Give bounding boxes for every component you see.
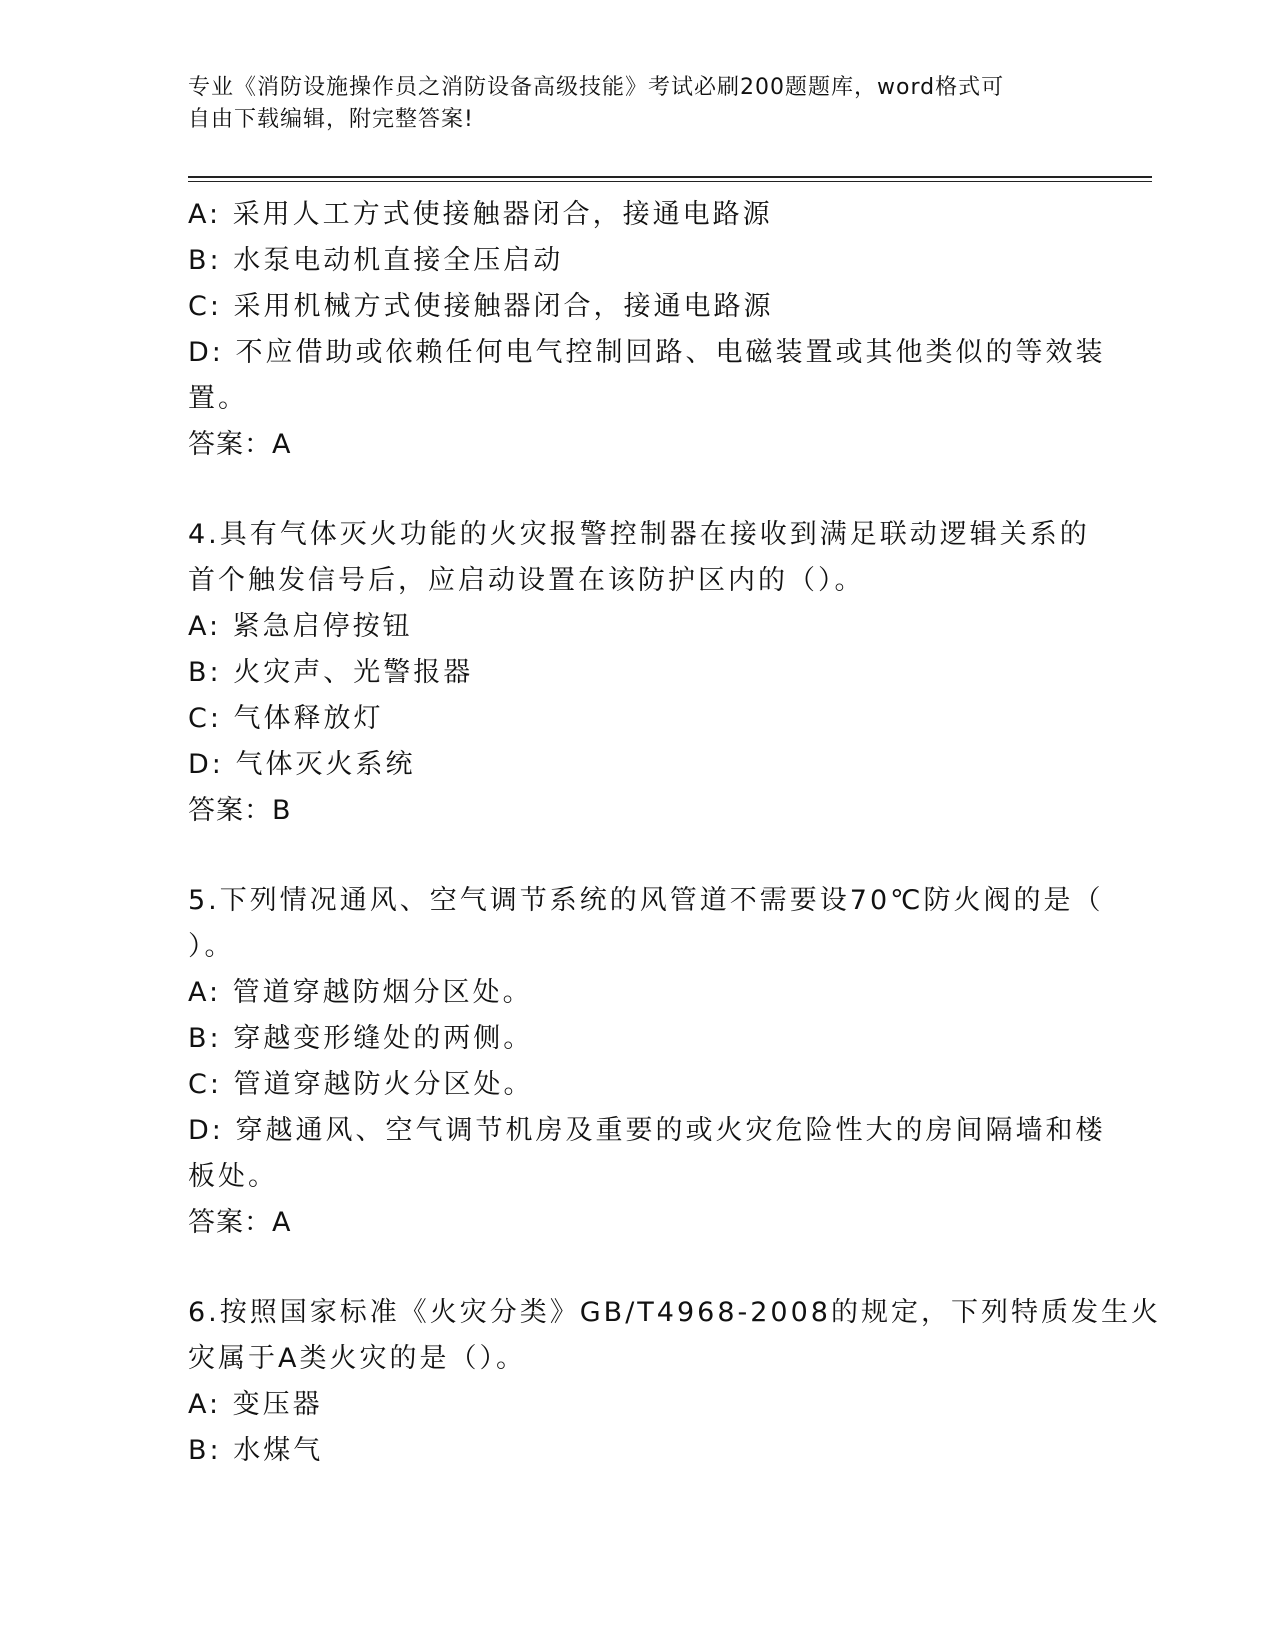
question-stem: 6.按照国家标准《火灾分类》GB/T4968-2008的规定，下列特质发生火: [188, 1297, 1161, 1328]
question-stem: 灾属于A类火灾的是（）。: [188, 1343, 526, 1374]
question-stem: 4.具有气体灭火功能的火灾报警控制器在接收到满足联动逻辑关系的: [188, 519, 1090, 550]
question-3: [188, 192, 1106, 468]
question-6: [188, 1290, 1161, 1474]
option-d: D: 不应借助或依赖任何电气控制回路、电磁装置或其他类似的等效装: [188, 337, 1106, 368]
option-a: A: 管道穿越防烟分区处。: [188, 977, 533, 1008]
option-c: C: 采用机械方式使接触器闭合，接通电路源: [188, 291, 774, 322]
document-header: [188, 72, 1068, 136]
option-d: D: 穿越通风、空气调节机房及重要的或火灾危险性大的房间隔墙和楼: [188, 1115, 1106, 1146]
header-line: 自由下载编辑，附完整答案!: [188, 107, 474, 132]
option-a: A: 采用人工方式使接触器闭合，接通电路源: [188, 199, 773, 230]
question-gap: [188, 834, 1088, 878]
question-gap: [188, 1246, 1088, 1290]
answer: 答案：B: [188, 795, 292, 826]
question-gap: [188, 468, 1088, 512]
question-4: [188, 512, 1088, 834]
option-c: C: 气体释放灯: [188, 703, 384, 734]
answer: 答案：A: [188, 1207, 292, 1238]
option-d: D: 气体灭火系统: [188, 749, 416, 780]
option-a: A: 变压器: [188, 1389, 323, 1420]
option-b: B: 穿越变形缝处的两侧。: [188, 1023, 534, 1054]
question-5: [188, 878, 1106, 1246]
question-stem: 首个触发信号后，应启动设置在该防护区内的（）。: [188, 565, 865, 596]
header-line: 专业《消防设施操作员之消防设备高级技能》考试必刷200题题库，word格式可: [188, 75, 1005, 100]
option-b: B: 水泵电动机直接全压启动: [188, 245, 564, 276]
header-divider: [188, 176, 1152, 182]
answer: 答案：A: [188, 429, 292, 460]
option-c: C: 管道穿越防火分区处。: [188, 1069, 534, 1100]
question-stem: ）。: [188, 931, 235, 962]
option-b: B: 水煤气: [188, 1435, 324, 1466]
option-a: A: 紧急启停按钮: [188, 611, 413, 642]
question-list: [188, 192, 1161, 1474]
question-stem: 5.下列情况通风、空气调节系统的风管道不需要设70℃防火阀的是（: [188, 885, 1104, 916]
option-d-continuation: 板处。: [188, 1161, 278, 1192]
option-b: B: 火灾声、光警报器: [188, 657, 474, 688]
option-d-continuation: 置。: [188, 383, 248, 414]
